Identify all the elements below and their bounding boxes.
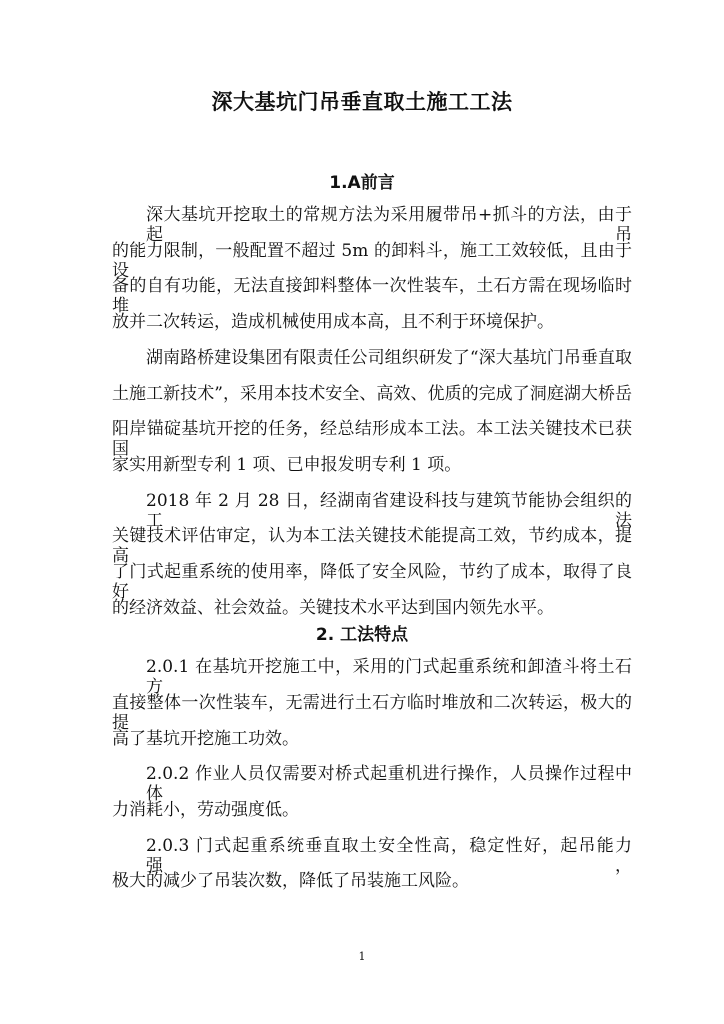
page-number: 1 — [358, 950, 366, 963]
paragraph-line: 家实用新型专利 1 项、已申报发明专利 1 项。 — [112, 455, 462, 475]
paragraph-line: 土施工新技术”，采用本技术安全、高效、优质的完成了洞庭湖大桥岳 — [112, 384, 632, 404]
paragraph-line: 的能力限制，一般配置不超过 5m 的卸料斗，施工工效较低，且由于设 — [112, 241, 632, 281]
document-title: 深大基坑门吊垂直取土施工工法 — [211, 90, 513, 114]
paragraph-line: 力消耗小，劳动强度低。 — [112, 800, 299, 820]
paragraph-line: 2.0.3 门式起重系统垂直取土安全性高，稳定性好，起吊能力强， — [146, 836, 632, 876]
paragraph-line: 高了基坑开挖施工功效。 — [112, 729, 299, 749]
section-heading-foreword: 1.A前言 — [329, 173, 395, 193]
paragraph-line: 直接整体一次性装车，无需进行土石方临时堆放和二次转运，极大的提 — [112, 693, 632, 733]
paragraph-line: 极大的减少了吊装次数，降低了吊装施工风险。 — [112, 871, 469, 891]
paragraph-line: 深大基坑开挖取土的常规方法为采用履带吊+抓斗的方法，由于起吊 — [146, 205, 632, 245]
paragraph-line: 的经济效益、社会效益。关键技术水平达到国内领先水平。 — [112, 598, 554, 618]
paragraph-line: 了门式起重系统的使用率，降低了安全风险，节约了成本，取得了良好 — [112, 562, 632, 602]
paragraph-line: 2.0.1 在基坑开挖施工中，采用的门式起重系统和卸渣斗将土石方 — [146, 657, 632, 697]
paragraph-line: 阳岸锚碇基坑开挖的任务，经总结形成本工法。本工法关键技术已获国 — [112, 419, 632, 459]
paragraph-line: 2.0.2 作业人员仅需要对桥式起重机进行操作，人员操作过程中体 — [146, 764, 632, 804]
paragraph-line: 关键技术评估审定，认为本工法关键技术能提高工效，节约成本，提高 — [112, 526, 632, 566]
section-heading-features: 2. 工法特点 — [315, 625, 409, 645]
paragraph-line: 备的自有功能，无法直接卸料整体一次性装车，土石方需在现场临时堆 — [112, 276, 632, 316]
paragraph-line: 2018 年 2 月 28 日，经湖南省建设科技与建筑节能协会组织的工法 — [146, 491, 632, 531]
paragraph-line: 放并二次转运，造成机械使用成本高，且不利于环境保护。 — [112, 312, 554, 332]
paragraph-line: 湖南路桥建设集团有限责任公司组织研发了“深大基坑门吊垂直取 — [146, 348, 632, 368]
